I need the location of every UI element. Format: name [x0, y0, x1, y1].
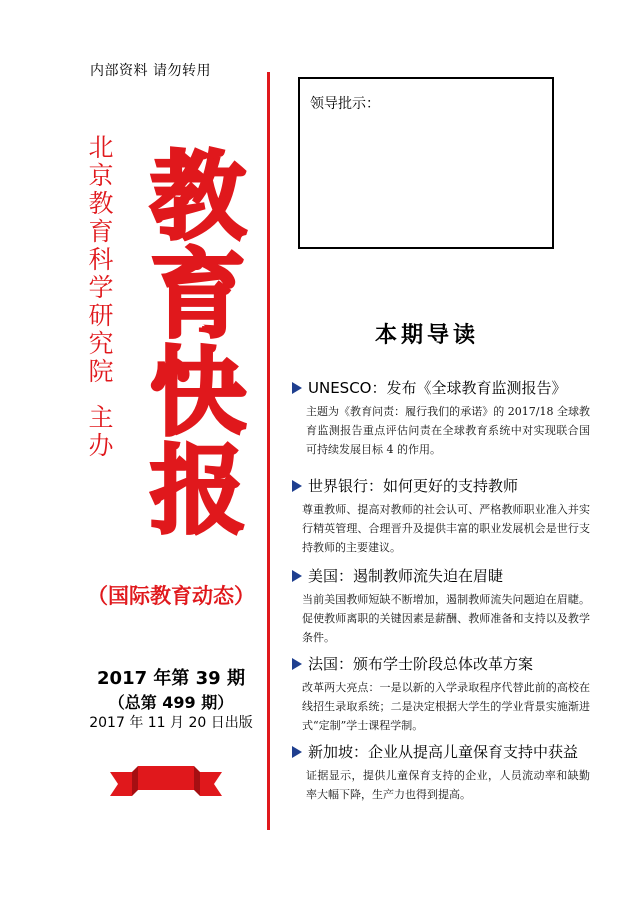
title-char: 育 [150, 239, 246, 351]
divider-line [267, 72, 270, 830]
title-char: 报 [150, 435, 246, 547]
guide-item [290, 566, 590, 647]
host-char: 育 [88, 217, 114, 246]
publication-subtitle: （国际教育动态） [87, 584, 255, 608]
issue-number: 2017 年第 39 期 [97, 668, 245, 689]
host-role-char: 办 [88, 431, 114, 460]
guide-item [290, 742, 590, 804]
triangle-bullet-icon [292, 382, 302, 394]
title-char: 快 [150, 337, 246, 449]
guide-item-heading: 世界银行：如何更好的支持教师 [308, 477, 519, 495]
guide-item-summary: 当前美国教师短缺不断增加，遏制教师流失问题迫在眉睫。促使教师离职的关键因素是薪酬、教师准备和支持以及教学条件。 [302, 593, 590, 644]
publish-date: 2017 年 11 月 20 日出版 [89, 715, 253, 731]
host-organization [84, 134, 118, 460]
host-char: 教 [88, 189, 114, 218]
leader-approval-box[interactable] [298, 77, 554, 249]
guide-title: 本期导读 [374, 322, 479, 348]
host-role-char: 主 [88, 403, 114, 432]
triangle-bullet-icon [292, 480, 302, 492]
approval-label: 领导批示： [310, 96, 380, 112]
guide-item [290, 476, 590, 557]
title-char: 教 [150, 141, 246, 253]
publication-title [138, 141, 258, 547]
host-char: 院 [88, 357, 114, 386]
triangle-bullet-icon [292, 658, 302, 670]
host-char: 究 [88, 329, 114, 358]
ribbon-decoration [110, 762, 222, 802]
guide-item [290, 654, 590, 735]
guide-item [290, 378, 590, 459]
guide-item-heading: 法国：颁布学士阶段总体改革方案 [308, 655, 534, 673]
guide-item-heading: 美国：遏制教师流失迫在眉睫 [308, 567, 504, 585]
guide-item-heading: UNESCO：发布《全球教育监测报告》 [308, 379, 567, 397]
guide-item-summary: 主题为《教育问责：履行我们的承诺》的 2017/18 全球教育监测报告重点评估问责在全球教育系统中对实现联合国可持续发展目标 4 的作用。 [306, 405, 590, 456]
total-issue-number: （总第 499 期） [108, 693, 234, 712]
host-char: 学 [88, 273, 114, 302]
guide-item-heading: 新加坡：企业从提高儿童保育支持中获益 [308, 743, 579, 761]
triangle-bullet-icon [292, 746, 302, 758]
host-gap [84, 386, 118, 404]
host-char: 京 [88, 161, 114, 190]
guide-item-summary: 证据显示，提供儿童保育支持的企业，人员流动率和缺勤率大幅下降，生产力也得到提高。 [306, 769, 590, 801]
host-char: 北 [88, 133, 114, 162]
internal-notice: 内部资料 请勿转用 [90, 63, 211, 79]
host-char: 研 [88, 301, 114, 330]
triangle-bullet-icon [292, 570, 302, 582]
guide-item-summary: 改革两大亮点：一是以新的入学录取程序代替此前的高校在线招生录取系统；二是决定根据大学生的学业背景实施渐进式“定制”学士课程学制。 [302, 681, 590, 732]
guide-item-summary: 尊重教师、提高对教师的社会认可、严格教师职业准入并实行精英管理、合理晋升及提供丰富的职业发展机会是世行支持教师的主要建议。 [302, 503, 590, 554]
host-char: 科 [88, 245, 114, 274]
